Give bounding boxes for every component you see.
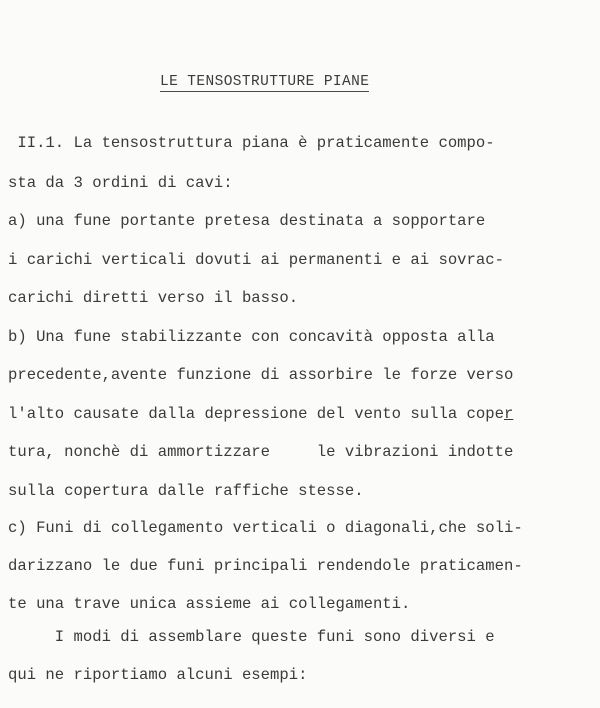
text-line-with-underline [8, 405, 513, 423]
text-line: sta da 3 ordini di cavi: [8, 174, 233, 192]
text-line: sulla copertura dalle raffiche stesse. [8, 482, 364, 500]
text-line: I modi di assemblare queste funi sono diversi e [8, 628, 495, 646]
text-line: te una trave unica assieme ai collegamenti. [8, 595, 411, 613]
document-title: LE TENSOSTRUTTURE PIANE [160, 74, 370, 90]
text-line: carichi diretti verso il basso. [8, 289, 299, 307]
text-line: II.1. La tensostruttura piana è praticamente compo- [8, 134, 495, 152]
underlined-char: r [503, 405, 514, 423]
text-line: qui ne riportiamo alcuni esempi: [8, 666, 308, 684]
text-line: b) Una fune stabilizzante con concavità opposta alla [8, 328, 495, 346]
text-line: darizzano le due funi principali rendendole praticamen- [8, 557, 523, 575]
text-line: precedente,avente funzione di assorbire le forze verso [8, 366, 514, 384]
text-line: c) Funi di collegamento verticali o diagonali,che soli- [8, 519, 523, 537]
text-line: i carichi verticali dovuti ai permanenti e ai sovrac- [8, 251, 504, 269]
text-line: tura, nonchè di ammortizzare le vibrazioni indotte [8, 443, 514, 461]
text-line: a) una fune portante pretesa destinata a sopportare [8, 212, 486, 230]
text-line: l'alto causate dalla depressione del vento sulla cope [8, 405, 504, 423]
